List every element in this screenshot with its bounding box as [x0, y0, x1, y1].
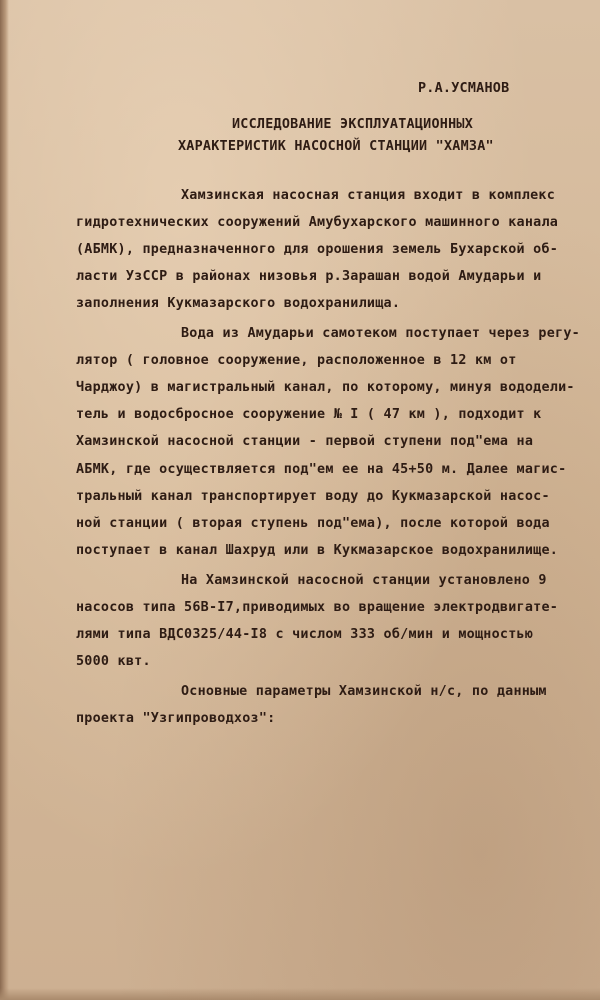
paragraph-4-line-1: Основные параметры Хамзинской н/с, по данным — [181, 684, 547, 699]
paragraph-3-line-3: лями типа ВДС0325/44-I8 с числом 333 об/мин и мощностью — [76, 627, 534, 642]
title-line-1: ИССЛЕДОВАНИЕ ЭКСПЛУАТАЦИОННЫХ — [232, 117, 474, 132]
paragraph-1-line-2: гидротехнических сооружений Амубухарского машинного канала — [76, 215, 559, 230]
paragraph-3-line-2: насосов типа 56В-I7,приводимых во вращение электродвигате- — [76, 600, 559, 615]
paragraph-2-line-6: АБМК, где осуществляется под"ем ее на 45+50 м. Далее магис- — [76, 462, 567, 477]
paragraph-2-line-8: ной станции ( вторая ступень под"ема), после которой вода — [76, 516, 550, 531]
paragraph-2-line-9: поступает в канал Шахруд или в Кукмазарское водохранилище. — [76, 543, 559, 558]
paragraph-1-line-5: заполнения Кукмазарского водохранилища. — [76, 296, 401, 311]
paragraph-1-line-3: (АБМК), предназначенного для орошения земель Бухарской об- — [76, 242, 559, 257]
paragraph-1-line-4: ласти УзССР в районах низовья р.Зарашан водой Амударьи и — [76, 269, 542, 284]
paragraph-2-line-5: Хамзинской насосной станции - первой ступени под"ема на — [76, 434, 534, 449]
author-name: Р.А.УСМАНОВ — [418, 81, 510, 96]
page-left-edge — [0, 0, 9, 1000]
paragraph-2-line-1: Вода из Амударьи самотеком поступает через регу- — [181, 326, 580, 341]
paragraph-2-line-7: тральный канал транспортирует воду до Кукмазарской насос- — [76, 489, 550, 504]
page-bottom-edge — [0, 988, 600, 1000]
paragraph-3-line-4: 5000 квт. — [76, 654, 151, 669]
paragraph-1-line-1: Хамзинская насосная станция входит в комплекс — [181, 188, 556, 203]
paragraph-3-line-1: На Хамзинской насосной станции установлено 9 — [181, 573, 547, 588]
paragraph-2-line-2: лятор ( головное сооружение, расположенное в 12 км от — [76, 353, 517, 368]
paragraph-2-line-3: Чарджоу) в магистральный канал, по которому, минуя вододели- — [76, 380, 575, 395]
paragraph-2-line-4: тель и водосбросное сооружение № I ( 47 км ), подходит к — [76, 407, 542, 422]
paragraph-4-line-2: проекта "Узгипроводхоз": — [76, 711, 276, 726]
title-line-2: ХАРАКТЕРИСТИК НАСОСНОЙ СТАНЦИИ "ХАМЗА" — [178, 139, 494, 154]
